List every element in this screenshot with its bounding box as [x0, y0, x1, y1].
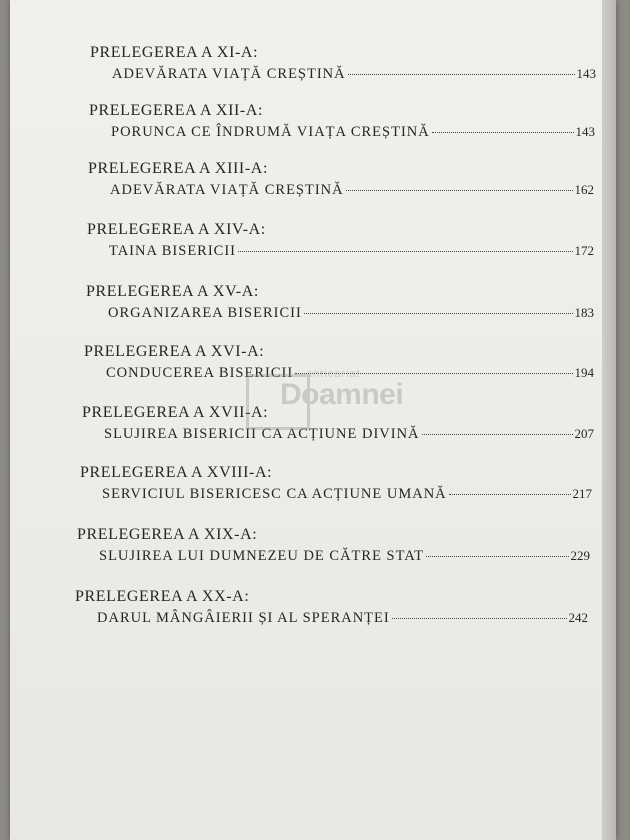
toc-title: PORUNCA CE ÎNDRUMĂ VIAȚA CREȘTINĂ: [111, 124, 430, 140]
watermark-big-text: Doamnei: [280, 378, 404, 411]
toc-entry: [75, 588, 588, 627]
toc-page-number: 242: [568, 610, 588, 625]
toc-page-number: 183: [574, 305, 594, 320]
dot-leader: [449, 494, 571, 495]
toc-title: ORGANIZAREA BISERICII: [108, 305, 302, 321]
toc-page-number: 229: [570, 548, 590, 563]
dot-leader: [422, 434, 573, 435]
toc-heading: PRELEGEREA A XI-A:: [90, 44, 259, 61]
toc-entry: [80, 464, 592, 503]
toc-heading: PRELEGEREA A XVII-A:: [82, 404, 269, 421]
watermark-small-text: anticariat: [306, 368, 361, 380]
toc-title: SLUJIREA LUI DUMNEZEU DE CĂTRE STAT: [99, 548, 425, 564]
toc-heading: PRELEGEREA A XIX-A:: [77, 526, 258, 543]
toc-heading: PRELEGEREA A XX-A:: [75, 588, 250, 605]
toc-title: DARUL MÂNGÂIERII ȘI AL SPERANȚEI: [97, 610, 390, 626]
dot-leader: [346, 190, 573, 191]
toc-title: TAINA BISERICII: [109, 243, 237, 259]
toc-page-number: 172: [574, 243, 594, 258]
toc-entry: [90, 44, 596, 83]
dot-leader: [426, 556, 568, 557]
toc-title: SLUJIREA BISERICII CA ACȚIUNE DIVINĂ: [104, 426, 420, 442]
toc-page-number: 143: [575, 124, 595, 139]
book-page: [10, 0, 616, 840]
toc-heading: PRELEGEREA A XIII-A:: [88, 160, 268, 177]
toc-heading: PRELEGEREA A XVIII-A:: [80, 464, 273, 481]
toc-page-number: 194: [574, 365, 594, 380]
toc-title: ADEVĂRATA VIAȚĂ CREȘTINĂ: [112, 66, 346, 82]
dot-leader: [238, 251, 572, 252]
toc-page-number: 143: [576, 66, 596, 81]
dot-leader: [392, 618, 567, 619]
page-edge: [602, 0, 616, 840]
toc-entry: [87, 221, 594, 260]
toc-heading: PRELEGEREA A XVI-A:: [84, 343, 265, 360]
toc-entry: [88, 160, 594, 199]
dot-leader: [304, 313, 573, 314]
toc-title: CONDUCEREA BISERICII: [106, 365, 294, 381]
toc-page-number: 207: [574, 426, 594, 441]
toc-heading: PRELEGEREA A XV-A:: [86, 283, 259, 300]
toc-page-number: 217: [572, 486, 592, 501]
toc-title: ADEVĂRATA VIAȚĂ CREȘTINĂ: [110, 182, 344, 198]
toc-entry: [77, 526, 590, 565]
dot-leader: [348, 74, 575, 75]
toc-title: SERVICIUL BISERICESC CA ACȚIUNE UMANĂ: [102, 486, 447, 502]
dot-leader: [432, 132, 574, 133]
toc-page-number: 162: [574, 182, 594, 197]
watermark-logo: [246, 368, 404, 438]
toc-entry: [89, 102, 595, 141]
toc-heading: PRELEGEREA A XII-A:: [89, 102, 264, 119]
toc-entry: [86, 283, 594, 322]
toc-heading: PRELEGEREA A XIV-A:: [87, 221, 266, 238]
